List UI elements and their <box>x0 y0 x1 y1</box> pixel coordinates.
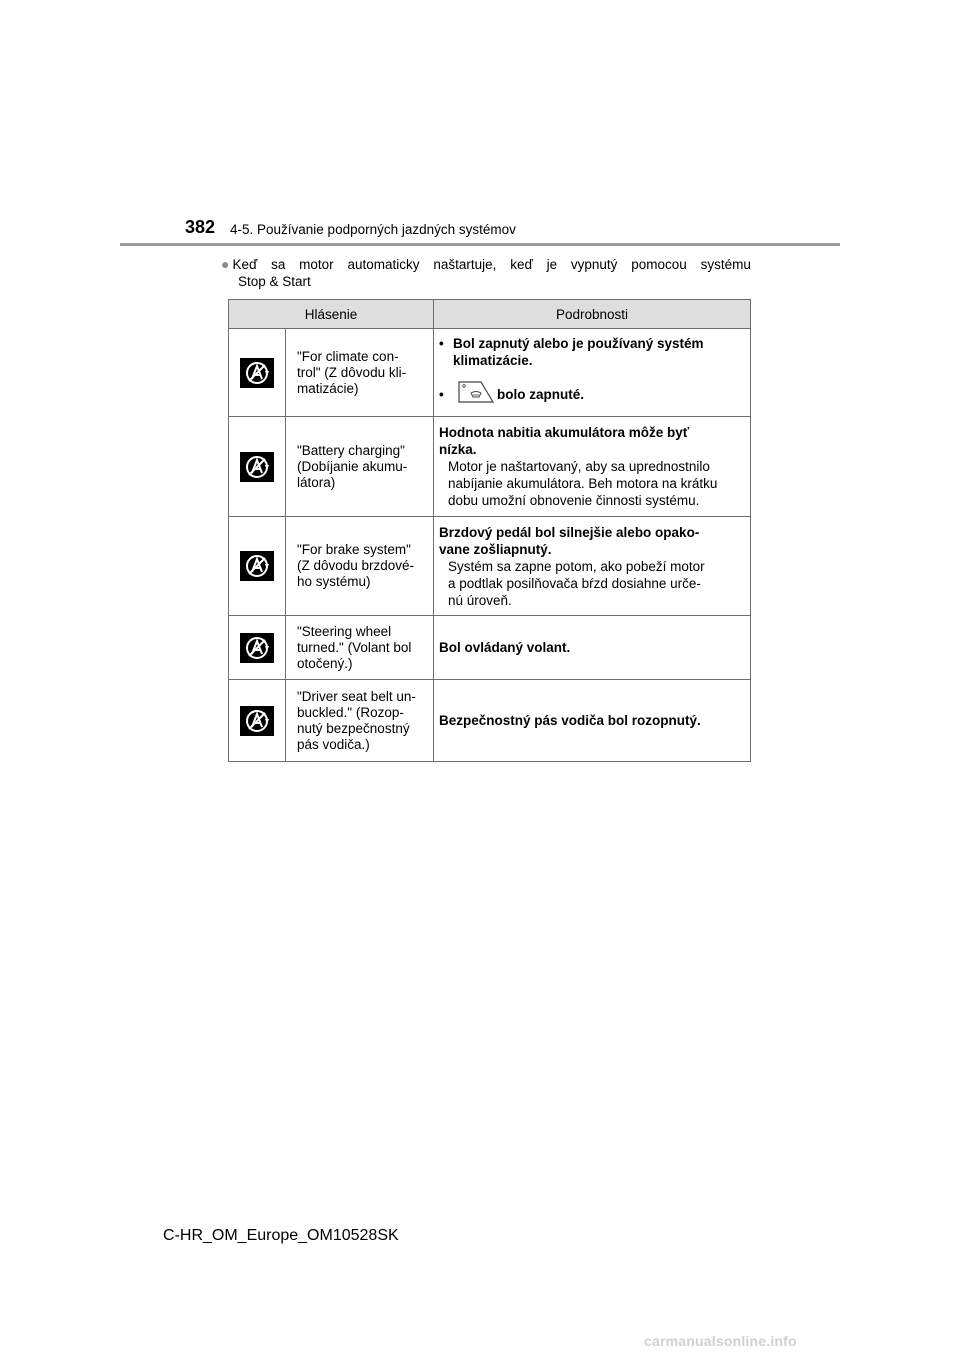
table-row <box>229 329 751 417</box>
message-line: "For brake system" <box>297 542 411 557</box>
document-code: C-HR_OM_Europe_OM10528SK <box>163 1227 399 1244</box>
intro-word: systému <box>700 257 751 272</box>
table-row <box>229 417 751 517</box>
details-cell <box>434 616 751 680</box>
detail-line: nízka. <box>439 442 477 457</box>
stop-start-off-icon <box>240 551 274 581</box>
icon-cell <box>229 680 286 762</box>
message-table <box>228 299 751 762</box>
message-line: nutý bezpečnostný <box>297 720 410 736</box>
message-line: buckled." (Rozop- <box>297 704 404 720</box>
stop-start-off-icon <box>240 358 274 388</box>
intro-paragraph <box>221 256 751 290</box>
detail-line: nabíjanie akumulátora. Beh motora na krátku <box>448 476 718 491</box>
message-line: "Driver seat belt un- <box>297 688 416 704</box>
icon-cell <box>229 417 286 517</box>
message-line: otočený.) <box>297 655 353 671</box>
message-cell <box>286 417 434 517</box>
intro-word: je <box>546 257 558 272</box>
table-header-row <box>229 300 751 329</box>
watermark: carmanualsonline.info <box>644 1333 797 1349</box>
bullet-dot: • <box>439 386 444 402</box>
header-divider <box>120 243 840 246</box>
bullet-icon: ● <box>221 256 230 272</box>
table-row <box>229 616 751 680</box>
detail-line: Motor je naštartovaný, aby sa uprednostnilo <box>448 459 710 474</box>
message-cell <box>286 517 434 616</box>
column-header-message: Hlásenie <box>229 300 434 329</box>
detail-line: bolo zapnuté. <box>497 386 584 402</box>
intro-word: sa <box>271 257 286 272</box>
details-cell <box>434 680 751 762</box>
intro-word: pomocou <box>631 257 687 272</box>
details-cell <box>434 329 751 417</box>
detail-line: Bezpečnostný pás vodiča bol rozopnutý. <box>439 713 701 728</box>
message-line: (Z dôvodu brzdové- <box>297 558 415 573</box>
detail-line: dobu umožní obnovenie činnosti systému. <box>448 493 700 508</box>
intro-word: motor <box>299 257 334 272</box>
message-cell <box>286 616 434 680</box>
message-line: trol" (Z dôvodu kli- <box>297 364 407 380</box>
detail-bullet <box>439 335 746 369</box>
section-title: 4-5. Používanie podporných jazdných systémov <box>230 222 516 237</box>
intro-word: ● Keď <box>221 256 258 272</box>
detail-line: klimatizácie. <box>453 353 533 368</box>
detail-line: Bol ovládaný volant. <box>439 640 571 655</box>
message-line: "Battery charging" <box>297 442 405 458</box>
message-line: turned." (Volant bol <box>297 639 412 655</box>
detail-line: Bol zapnutý alebo je používaný systém <box>453 336 704 351</box>
icon-cell <box>229 517 286 616</box>
bullet-dot: • <box>439 336 444 351</box>
icon-cell <box>229 329 286 417</box>
stop-start-off-icon <box>240 706 274 736</box>
table-row <box>229 680 751 762</box>
message-cell <box>286 329 434 417</box>
intro-word: automaticky <box>347 257 420 272</box>
message-line: ho systému) <box>297 574 371 589</box>
page-number: 382 <box>185 217 216 237</box>
icon-cell <box>229 616 286 680</box>
message-line: pás vodiča.) <box>297 736 370 752</box>
intro-line-2: Stop & Start <box>238 274 311 289</box>
message-line: látora) <box>297 474 336 490</box>
details-cell <box>434 517 751 616</box>
stop-start-off-icon <box>240 452 274 482</box>
detail-line: vane zošliapnutý. <box>439 541 552 557</box>
message-line: "For climate con- <box>297 348 399 364</box>
detail-line: Hodnota nabitia akumulátora môže byť <box>439 425 690 440</box>
message-cell <box>286 680 434 762</box>
intro-word: naštartuje, <box>433 257 497 272</box>
column-header-details: Podrobnosti <box>434 300 751 329</box>
detail-line: Brzdový pedál bol silnejšie alebo opako- <box>439 524 700 540</box>
detail-line: nú úroveň. <box>448 592 512 608</box>
message-line: (Dobíjanie akumu- <box>297 458 408 474</box>
detail-bullet <box>439 378 746 410</box>
intro-word: keď <box>510 257 533 272</box>
windshield-defogger-button-icon <box>455 378 495 410</box>
message-line: matizácie) <box>297 380 359 396</box>
details-cell <box>434 417 751 517</box>
detail-line: a podtlak posilňovača bŕzd dosiahne urče- <box>448 575 701 591</box>
detail-line: Systém sa zapne potom, ako pobeží motor <box>448 558 705 574</box>
stop-start-off-icon <box>240 633 274 663</box>
table-row <box>229 517 751 616</box>
message-line: "Steering wheel <box>297 623 392 639</box>
intro-word: vypnutý <box>570 257 618 272</box>
